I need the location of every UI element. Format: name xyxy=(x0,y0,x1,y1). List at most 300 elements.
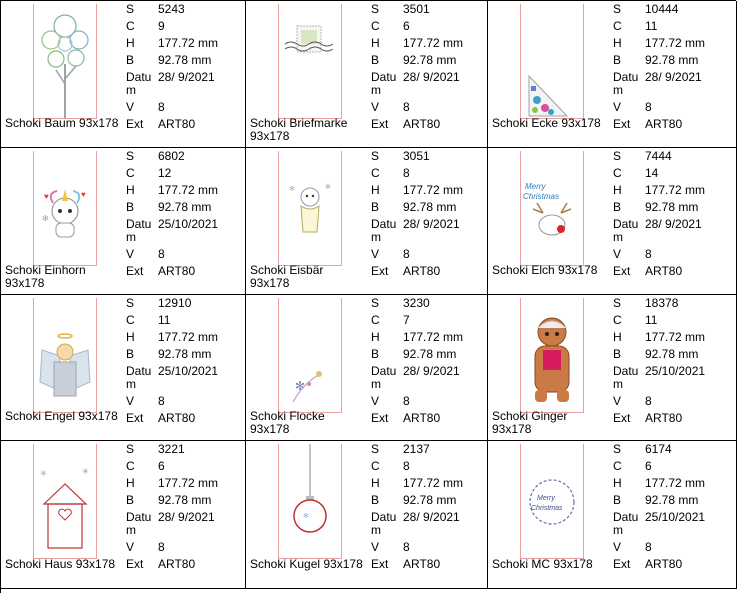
stat-v xyxy=(371,248,410,261)
stat-c-label: C xyxy=(126,19,135,33)
stat-h-value: 177.72 mm xyxy=(403,330,464,344)
stat-h-value: 177.72 mm xyxy=(645,36,706,50)
stat-b xyxy=(371,54,456,67)
stat-v-label: V xyxy=(126,540,135,554)
stat-s xyxy=(126,297,191,310)
stat-h xyxy=(371,331,463,344)
stat-datum-label: Datu xyxy=(126,70,152,84)
stat-datum-label-wrap: m xyxy=(613,523,623,537)
stat-v-value: 8 xyxy=(403,100,410,114)
stat-s-label: S xyxy=(126,149,135,163)
stat-b-value: 92.78 mm xyxy=(403,200,457,214)
design-name: Schoki Baum 93x178 xyxy=(5,116,119,130)
design-cell[interactable] xyxy=(1,295,246,441)
stat-s-label: S xyxy=(371,149,380,163)
svg-text:✻: ✻ xyxy=(42,214,49,223)
stat-c xyxy=(371,460,410,473)
stat-datum-label-wrap: m xyxy=(371,523,381,537)
design-name: Schoki Briefmarke 93x178 xyxy=(250,116,348,143)
stat-b xyxy=(371,494,456,507)
stat-s-value: 6802 xyxy=(158,149,185,163)
stat-s-value: 7444 xyxy=(645,149,672,163)
stat-ext xyxy=(371,558,440,571)
design-thumbnail[interactable] xyxy=(33,4,97,119)
stat-datum-value: 25/10/2021 xyxy=(645,510,706,524)
stat-c-value: 6 xyxy=(645,459,652,473)
stat-ext-value: ART80 xyxy=(158,411,196,425)
stat-datum-label: Datu xyxy=(371,217,397,231)
stat-v-label: V xyxy=(126,247,135,261)
stat-b-label: B xyxy=(126,53,135,67)
stat-datum-label: Datu xyxy=(371,364,397,378)
stat-s xyxy=(371,150,430,163)
stat-s-label: S xyxy=(371,2,380,16)
stat-c-label: C xyxy=(613,459,622,473)
stat-datum-value: 28/ 9/2021 xyxy=(403,70,460,84)
stat-b-label: B xyxy=(613,200,622,214)
stat-h-label: H xyxy=(126,36,135,50)
stat-datum-value: 25/10/2021 xyxy=(158,364,219,378)
stat-s xyxy=(371,443,430,456)
stat-datum-label: Datu xyxy=(371,510,397,524)
stat-c xyxy=(126,167,171,180)
stat-b-value: 92.78 mm xyxy=(645,347,699,361)
design-name: Schoki Eisbär 93x178 xyxy=(250,263,324,290)
stat-s xyxy=(613,297,678,310)
stat-ext xyxy=(613,412,682,425)
svg-text:Merry: Merry xyxy=(537,495,555,502)
stat-h-label: H xyxy=(371,476,380,490)
design-cell[interactable] xyxy=(246,295,488,441)
stat-c-label: C xyxy=(613,166,622,180)
stat-c xyxy=(126,460,165,473)
stat-h-label: H xyxy=(371,36,380,50)
design-thumbnail[interactable] xyxy=(33,151,97,266)
stat-s-value: 6174 xyxy=(645,442,672,456)
stat-b-label: B xyxy=(613,53,622,67)
design-thumbnail[interactable] xyxy=(520,4,584,119)
stat-c-label: C xyxy=(613,313,622,327)
stat-b-value: 92.78 mm xyxy=(645,493,699,507)
stat-ext-label: Ext xyxy=(126,411,144,425)
stat-v xyxy=(613,248,652,261)
svg-text:♥: ♥ xyxy=(44,192,49,201)
stat-h-label: H xyxy=(126,476,135,490)
stat-s-label: S xyxy=(126,296,135,310)
stat-ext xyxy=(126,118,195,131)
corner-design-icon xyxy=(521,4,583,118)
stat-datum-value: 28/ 9/2021 xyxy=(645,217,702,231)
stat-s xyxy=(371,3,430,16)
stat-b-label: B xyxy=(126,200,135,214)
stat-ext-value: ART80 xyxy=(158,557,196,571)
svg-text:Christmas: Christmas xyxy=(531,505,563,512)
design-thumbnail[interactable] xyxy=(520,298,584,413)
stat-ext-value: ART80 xyxy=(403,557,441,571)
stat-v-value: 8 xyxy=(645,540,652,554)
stat-datum-label: Datu xyxy=(371,70,397,84)
stat-h-value: 177.72 mm xyxy=(645,183,706,197)
stat-v xyxy=(126,541,165,554)
stat-b xyxy=(371,348,456,361)
stat-ext-value: ART80 xyxy=(158,264,196,278)
stat-b xyxy=(613,54,698,67)
stat-s-value: 2137 xyxy=(403,442,430,456)
house-design-icon xyxy=(34,444,96,558)
stat-ext-label: Ext xyxy=(613,117,631,131)
design-name: Schoki Kugel 93x178 xyxy=(250,557,363,571)
gingerbread-design-icon xyxy=(521,298,583,412)
stat-c-value: 11 xyxy=(645,19,658,33)
stat-v-label: V xyxy=(613,394,622,408)
stat-h xyxy=(126,477,218,490)
stat-datum-value: 28/ 9/2021 xyxy=(403,364,460,378)
stat-b-label: B xyxy=(613,347,622,361)
stat-v xyxy=(371,541,410,554)
tree-design-icon xyxy=(34,4,96,118)
stat-s xyxy=(126,443,185,456)
design-thumbnail[interactable] xyxy=(278,298,342,413)
stat-s-value: 10444 xyxy=(645,2,679,16)
stat-datum-label: Datu xyxy=(613,217,639,231)
stat-ext-label: Ext xyxy=(371,411,389,425)
stat-b-value: 92.78 mm xyxy=(403,53,457,67)
design-name: Schoki Flocke 93x178 xyxy=(250,409,325,436)
stat-s-value: 12910 xyxy=(158,296,192,310)
stat-v xyxy=(371,101,410,114)
stat-c-label: C xyxy=(126,166,135,180)
design-cell[interactable] xyxy=(488,148,737,295)
stat-c-value: 8 xyxy=(403,166,410,180)
stat-c-value: 7 xyxy=(403,313,410,327)
stat-v-label: V xyxy=(613,540,622,554)
unicorn-design-icon xyxy=(34,151,96,265)
design-thumbnail[interactable] xyxy=(33,444,97,559)
svg-text:✻: ✻ xyxy=(295,379,306,393)
design-cell[interactable] xyxy=(488,1,737,148)
stat-ext-label: Ext xyxy=(126,117,144,131)
stat-c xyxy=(126,314,170,327)
stat-datum-value: 28/ 9/2021 xyxy=(403,510,460,524)
design-thumbnail[interactable] xyxy=(520,444,584,559)
stat-datum-label-wrap: m xyxy=(126,523,136,537)
stat-c-value: 11 xyxy=(645,313,658,327)
stat-b xyxy=(126,201,211,214)
svg-text:✻: ✻ xyxy=(289,186,295,193)
stat-v-label: V xyxy=(371,540,380,554)
stat-ext xyxy=(613,558,682,571)
stat-v-label: V xyxy=(371,247,380,261)
stat-datum-label-wrap: m xyxy=(126,230,136,244)
stat-h-label: H xyxy=(126,183,135,197)
design-name: Schoki Engel 93x178 xyxy=(5,409,118,423)
design-cell[interactable] xyxy=(1,148,246,295)
stat-b xyxy=(613,201,698,214)
stat-c-value: 9 xyxy=(158,19,165,33)
stat-v-value: 8 xyxy=(645,100,652,114)
design-thumbnail[interactable] xyxy=(33,298,97,413)
wreath-design-icon xyxy=(521,444,583,558)
stat-datum-label-wrap: m xyxy=(126,377,136,391)
stat-v-value: 8 xyxy=(158,100,165,114)
stat-h xyxy=(126,184,218,197)
stat-s-value: 5243 xyxy=(158,2,185,16)
stat-ext xyxy=(126,558,195,571)
stat-v xyxy=(613,541,652,554)
stat-v-value: 8 xyxy=(645,247,652,261)
stat-h-value: 177.72 mm xyxy=(403,183,464,197)
svg-text:✳: ✳ xyxy=(40,469,47,478)
stat-h-value: 177.72 mm xyxy=(645,330,706,344)
stat-v-value: 8 xyxy=(403,394,410,408)
reindeer-design-icon xyxy=(521,151,583,265)
stat-datum-label-wrap: m xyxy=(613,83,623,97)
stat-s xyxy=(371,297,430,310)
stat-s xyxy=(126,3,185,16)
stat-v xyxy=(371,395,410,408)
stat-ext xyxy=(126,265,195,278)
design-thumbnail[interactable] xyxy=(278,151,342,266)
stat-c-value: 11 xyxy=(158,313,171,327)
stat-c-value: 14 xyxy=(645,166,659,180)
stat-c-value: 6 xyxy=(403,19,410,33)
stat-datum-value: 28/ 9/2021 xyxy=(645,70,702,84)
stat-v-label: V xyxy=(126,394,135,408)
design-cell[interactable] xyxy=(1,1,246,148)
stat-ext-label: Ext xyxy=(126,557,144,571)
stat-h-value: 177.72 mm xyxy=(158,36,219,50)
design-name: Schoki MC 93x178 xyxy=(492,557,593,571)
stat-datum-label: Datu xyxy=(613,70,639,84)
svg-text:Christmas: Christmas xyxy=(523,192,560,201)
stat-ext xyxy=(613,265,682,278)
svg-text:Merry: Merry xyxy=(525,182,546,191)
svg-text:✻: ✻ xyxy=(325,184,331,191)
stat-v xyxy=(126,248,165,261)
stat-h-value: 177.72 mm xyxy=(645,476,706,490)
stat-c xyxy=(613,167,658,180)
design-thumbnail[interactable] xyxy=(520,151,584,266)
stat-c xyxy=(613,314,657,327)
stamp-design-icon xyxy=(279,4,341,118)
stat-s-label: S xyxy=(371,442,380,456)
svg-text:✳: ✳ xyxy=(82,467,89,476)
stat-datum-label-wrap: m xyxy=(371,83,381,97)
stat-c-label: C xyxy=(126,459,135,473)
stat-ext-label: Ext xyxy=(371,557,389,571)
stat-v-label: V xyxy=(613,247,622,261)
stat-ext-value: ART80 xyxy=(645,264,683,278)
stat-v-label: V xyxy=(371,100,380,114)
stat-ext xyxy=(371,265,440,278)
stat-h-value: 177.72 mm xyxy=(403,36,464,50)
stat-v-value: 8 xyxy=(403,540,410,554)
stat-datum-value: 28/ 9/2021 xyxy=(158,70,215,84)
stat-h xyxy=(613,477,705,490)
stat-b-value: 92.78 mm xyxy=(158,347,212,361)
polar-bear-design-icon xyxy=(279,151,341,265)
stat-b-value: 92.78 mm xyxy=(158,493,212,507)
design-name: Schoki Elch 93x178 xyxy=(492,263,598,277)
angel-design-icon xyxy=(34,298,96,412)
stat-c xyxy=(613,20,657,33)
stat-s-value: 3221 xyxy=(158,442,185,456)
design-cell[interactable] xyxy=(488,295,737,441)
stat-c-label: C xyxy=(371,313,380,327)
design-cell[interactable] xyxy=(246,148,488,295)
stat-s-label: S xyxy=(613,442,622,456)
stat-datum-label: Datu xyxy=(126,364,152,378)
stat-v-label: V xyxy=(126,100,135,114)
stat-ext xyxy=(126,412,195,425)
stat-datum-label: Datu xyxy=(613,364,639,378)
stat-h xyxy=(126,331,218,344)
stat-ext-value: ART80 xyxy=(403,411,441,425)
stat-c xyxy=(126,20,165,33)
stat-c-value: 6 xyxy=(158,459,165,473)
stat-c-label: C xyxy=(371,166,380,180)
stat-h-label: H xyxy=(126,330,135,344)
stat-b xyxy=(126,494,211,507)
stat-c-label: C xyxy=(613,19,622,33)
stat-v-value: 8 xyxy=(158,540,165,554)
stat-b-label: B xyxy=(371,200,380,214)
stat-h xyxy=(613,37,705,50)
design-thumbnail[interactable] xyxy=(278,4,342,119)
stat-b-value: 92.78 mm xyxy=(403,493,457,507)
stat-v-value: 8 xyxy=(403,247,410,261)
stat-h-value: 177.72 mm xyxy=(158,330,219,344)
design-cell[interactable] xyxy=(1,441,246,589)
stat-datum-label: Datu xyxy=(126,217,152,231)
stat-datum-value: 25/10/2021 xyxy=(645,364,706,378)
stat-h xyxy=(371,37,463,50)
stat-ext-value: ART80 xyxy=(403,117,441,131)
stat-h-value: 177.72 mm xyxy=(403,476,464,490)
stat-datum-value: 28/ 9/2021 xyxy=(158,510,215,524)
stat-c-label: C xyxy=(371,459,380,473)
stat-h-label: H xyxy=(371,183,380,197)
stat-b xyxy=(371,201,456,214)
stat-c-value: 12 xyxy=(158,166,172,180)
stat-s-value: 3051 xyxy=(403,149,430,163)
stat-ext-label: Ext xyxy=(126,264,144,278)
stat-h xyxy=(371,477,463,490)
stat-ext-value: ART80 xyxy=(645,411,683,425)
stat-c xyxy=(613,460,652,473)
stat-c-value: 8 xyxy=(403,459,410,473)
stat-b-value: 92.78 mm xyxy=(158,200,212,214)
stat-ext-label: Ext xyxy=(371,264,389,278)
stat-ext-label: Ext xyxy=(613,264,631,278)
stat-s-label: S xyxy=(126,442,135,456)
stat-h-label: H xyxy=(371,330,380,344)
svg-text:✻: ✻ xyxy=(303,513,309,520)
stat-ext xyxy=(613,118,682,131)
stat-b-value: 92.78 mm xyxy=(403,347,457,361)
stat-b xyxy=(613,348,698,361)
design-cell[interactable] xyxy=(488,441,737,589)
stat-s-label: S xyxy=(126,2,135,16)
stat-datum-label-wrap: m xyxy=(371,230,381,244)
stat-b xyxy=(126,348,211,361)
design-name: Schoki Einhorn 93x178 xyxy=(5,263,86,290)
stat-v xyxy=(126,395,165,408)
stat-v xyxy=(613,101,652,114)
stat-datum-label-wrap: m xyxy=(613,377,623,391)
stat-h-label: H xyxy=(613,183,622,197)
stat-c xyxy=(371,20,410,33)
stat-v-label: V xyxy=(371,394,380,408)
stat-v-value: 8 xyxy=(158,247,165,261)
stat-h-label: H xyxy=(613,330,622,344)
stat-ext xyxy=(371,118,440,131)
stat-v-value: 8 xyxy=(645,394,652,408)
stat-h xyxy=(613,331,705,344)
stat-b-value: 92.78 mm xyxy=(158,53,212,67)
design-name: Schoki Haus 93x178 xyxy=(5,557,116,571)
stat-ext-label: Ext xyxy=(613,557,631,571)
stat-c xyxy=(371,314,410,327)
stat-v-value: 8 xyxy=(158,394,165,408)
stat-s-value: 3230 xyxy=(403,296,430,310)
stat-v xyxy=(126,101,165,114)
snowflake-design-icon xyxy=(279,298,341,412)
design-name: Schoki Ecke 93x178 xyxy=(492,116,601,130)
stat-h-label: H xyxy=(613,476,622,490)
stat-h xyxy=(126,37,218,50)
stat-b-label: B xyxy=(371,493,380,507)
stat-h-label: H xyxy=(613,36,622,50)
design-name: Schoki Ginger 93x178 xyxy=(492,409,568,436)
stat-c-label: C xyxy=(126,313,135,327)
stat-b xyxy=(613,494,698,507)
stat-datum-label: Datu xyxy=(613,510,639,524)
design-thumbnail[interactable] xyxy=(278,444,342,559)
stat-s-label: S xyxy=(613,149,622,163)
stat-s-label: S xyxy=(613,296,622,310)
stat-s-value: 3501 xyxy=(403,2,430,16)
design-cell[interactable] xyxy=(246,1,488,148)
stat-datum-value: 25/10/2021 xyxy=(158,217,219,231)
stat-b-value: 92.78 mm xyxy=(645,53,699,67)
stat-b-label: B xyxy=(613,493,622,507)
stat-datum-label-wrap: m xyxy=(613,230,623,244)
stat-h-value: 177.72 mm xyxy=(158,183,219,197)
stat-ext-value: ART80 xyxy=(645,117,683,131)
stat-s xyxy=(126,150,185,163)
stat-b-value: 92.78 mm xyxy=(645,200,699,214)
stat-ext-value: ART80 xyxy=(158,117,196,131)
stat-b-label: B xyxy=(371,347,380,361)
stat-ext-value: ART80 xyxy=(645,557,683,571)
design-cell[interactable] xyxy=(246,441,488,589)
stat-v-label: V xyxy=(613,100,622,114)
stat-h xyxy=(371,184,463,197)
stat-h-value: 177.72 mm xyxy=(158,476,219,490)
stat-h xyxy=(613,184,705,197)
stat-b-label: B xyxy=(126,347,135,361)
stat-ext-label: Ext xyxy=(371,117,389,131)
stat-datum-label-wrap: m xyxy=(371,377,381,391)
stat-datum-value: 28/ 9/2021 xyxy=(403,217,460,231)
stat-ext-label: Ext xyxy=(613,411,631,425)
stat-s-label: S xyxy=(613,2,622,16)
stat-b xyxy=(126,54,211,67)
stat-b-label: B xyxy=(371,53,380,67)
stat-c-label: C xyxy=(371,19,380,33)
bauble-design-icon xyxy=(279,444,341,558)
